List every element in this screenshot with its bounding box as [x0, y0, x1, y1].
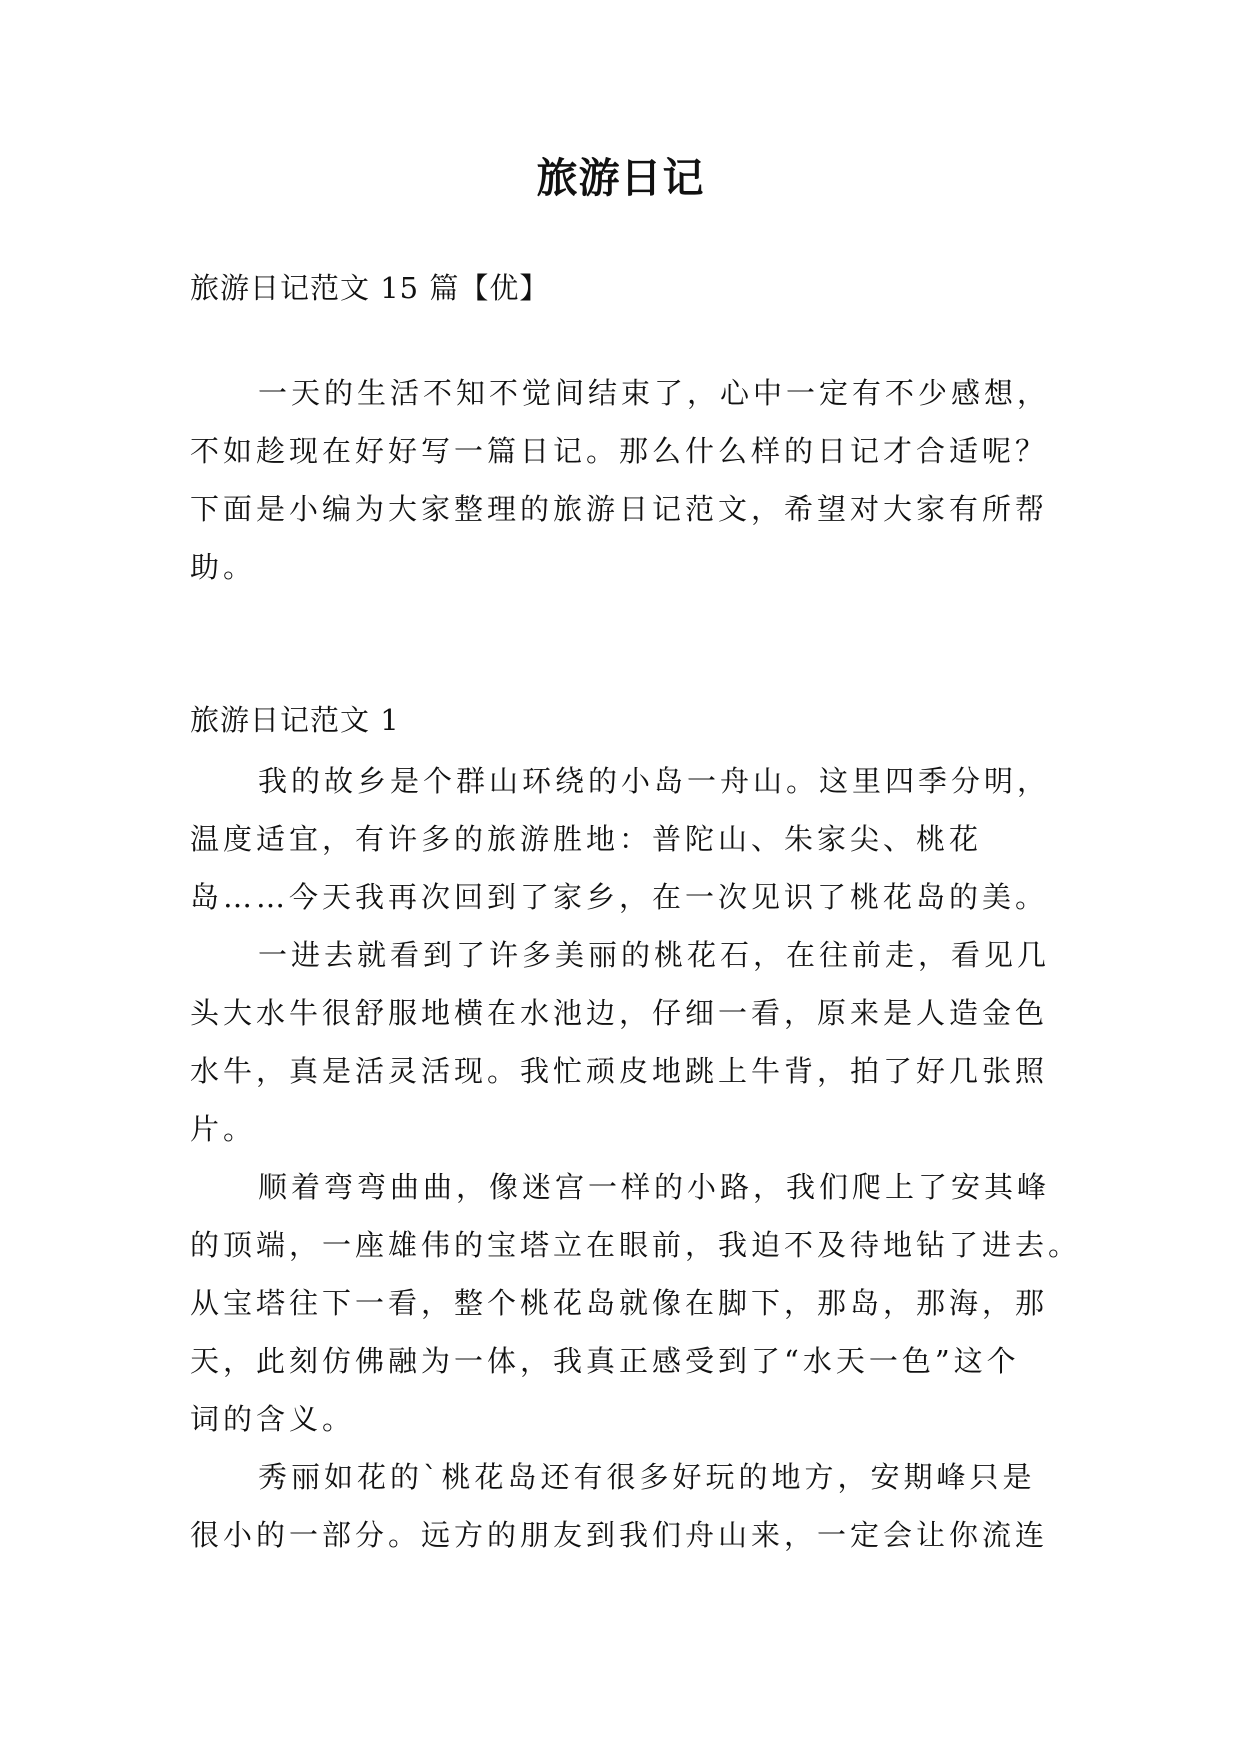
intro-line: 不如趁现在好好写一篇日记。那么什么样的日记才合适呢？: [190, 434, 1049, 468]
body-line: 天，此刻仿佛融为一体，我真正感受到了“水天一色”这个: [190, 1344, 1020, 1378]
body-line: 片。: [190, 1112, 257, 1146]
document-title: 旅游日记: [536, 154, 705, 202]
body-line: 温度适宜，有许多的旅游胜地：普陀山、朱家尖、桃花: [190, 822, 983, 856]
document-subtitle: 旅游日记范文 15 篇【优】: [190, 271, 550, 305]
body-line: 岛……今天我再次回到了家乡，在一次见识了桃花岛的美。: [190, 880, 1049, 914]
intro-line: 下面是小编为大家整理的旅游日记范文，希望对大家有所帮: [190, 492, 1049, 526]
body-line: 水牛，真是活灵活现。我忙顽皮地跳上牛背，拍了好几张照: [190, 1054, 1049, 1088]
intro-line: 助。: [190, 550, 257, 584]
body-line: 秀丽如花的`桃花岛还有很多好玩的地方，安期峰只是: [258, 1460, 1036, 1494]
body-line: 顺着弯弯曲曲，像迷宫一样的小路，我们爬上了安其峰: [258, 1170, 1051, 1204]
body-line: 从宝塔往下一看，整个桃花岛就像在脚下，那岛，那海，那: [190, 1286, 1049, 1320]
body-text: [190, 752, 1082, 1564]
body-line: 我的故乡是个群山环绕的小岛一舟山。这里四季分明，: [258, 764, 1051, 798]
body-line: 一进去就看到了许多美丽的桃花石，在往前走，看见几: [258, 938, 1051, 972]
body-line: 的顶端，一座雄伟的宝塔立在眼前，我迫不及待地钻了进去。: [190, 1228, 1082, 1262]
section-heading: 旅游日记范文 1: [190, 703, 400, 737]
body-line: 很小的一部分。远方的朋友到我们舟山来，一定会让你流连: [190, 1518, 1049, 1552]
body-line: 头大水牛很舒服地横在水池边，仔细一看，原来是人造金色: [190, 996, 1049, 1030]
intro-line: 一天的生活不知不觉间结束了，心中一定有不少感想，: [258, 376, 1051, 410]
intro-paragraph: [190, 364, 1070, 596]
body-line: 词的含义。: [190, 1402, 356, 1436]
